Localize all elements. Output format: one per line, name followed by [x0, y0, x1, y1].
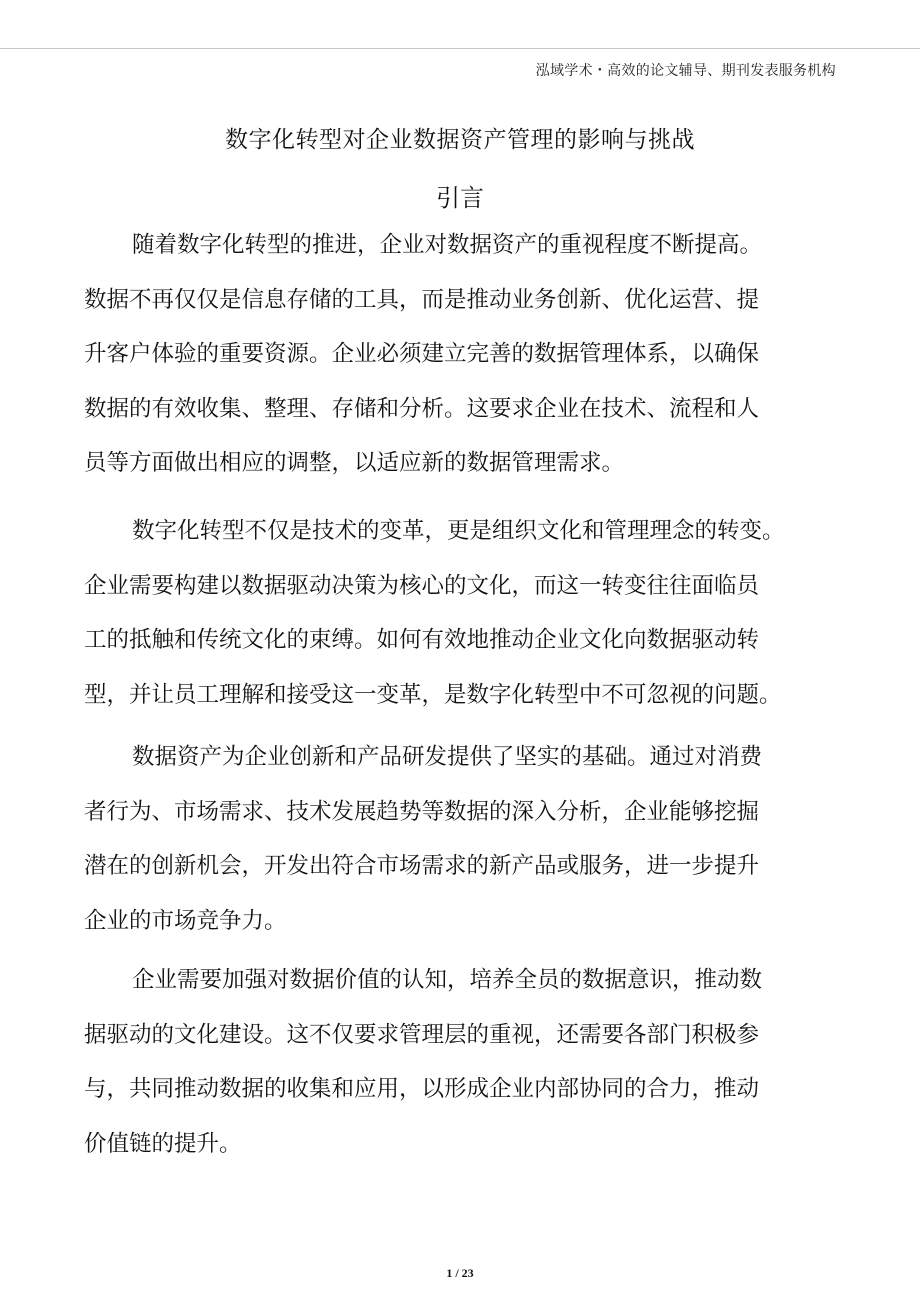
section-heading: 引言 — [436, 184, 484, 212]
paragraph-line: 与，共同推动数据的收集和应用，以形成企业内部协同的合力，推动 — [84, 1076, 760, 1102]
paragraph-line: 潜在的创新机会，开发出符合市场需求的新产品或服务，进一步提升 — [84, 853, 760, 879]
paragraph-line: 数字化转型不仅是技术的变革，更是组织文化和管理理念的转变。 — [132, 518, 785, 544]
paragraph-line: 数据的有效收集、整理、存储和分析。这要求企业在技术、流程和人 — [84, 395, 760, 422]
paragraph-3 — [84, 730, 864, 948]
paragraph-line: 随着数字化转型的推进，企业对数据资产的重视程度不断提高。 — [132, 232, 763, 258]
paragraph-line: 型，并让员工理解和接受这一变革，是数字化转型中不可忽视的问题。 — [84, 681, 782, 708]
paragraph-line: 企业需要加强对数据价值的认知，培养全员的数据意识，推动数 — [132, 967, 763, 993]
paragraph-line: 员等方面做出相应的调整，以适应新的数据管理需求。 — [84, 450, 625, 476]
paragraph-line: 数据资产为企业创新和产品研发提供了坚实的基础。通过对消费 — [132, 744, 763, 770]
paragraph-line: 企业的市场竞争力。 — [84, 907, 287, 934]
paragraph-line: 者行为、市场需求、技术发展趋势等数据的深入分析，企业能够挖掘 — [84, 798, 760, 825]
header-org-text: 泓域学术・高效的论文辅导、期刊发表服务机构 — [535, 63, 836, 79]
paragraph-1 — [84, 218, 864, 491]
paragraph-2 — [84, 504, 864, 722]
paragraph-line: 升客户体验的重要资源。企业必须建立完善的数据管理体系，以确保 — [84, 341, 760, 367]
document-title: 数字化转型对企业数据资产管理的影响与挑战 — [225, 127, 695, 153]
paragraph-line: 据驱动的文化建设。这不仅要求管理层的重视，还需要各部门积极参 — [84, 1021, 760, 1048]
page-number: 1 / 23 — [446, 1266, 474, 1280]
paragraph-line: 企业需要构建以数据驱动决策为核心的文化，而这一转变往往面临员 — [84, 572, 760, 599]
header-divider — [0, 48, 920, 49]
paragraph-line: 工的抵触和传统文化的束缚。如何有效地推动企业文化向数据驱动转 — [84, 627, 760, 653]
paragraph-line: 数据不再仅仅是信息存储的工具，而是推动业务创新、优化运营、提 — [84, 286, 760, 313]
paragraph-line: 价值链的提升。 — [84, 1130, 242, 1157]
paragraph-4 — [84, 953, 864, 1171]
